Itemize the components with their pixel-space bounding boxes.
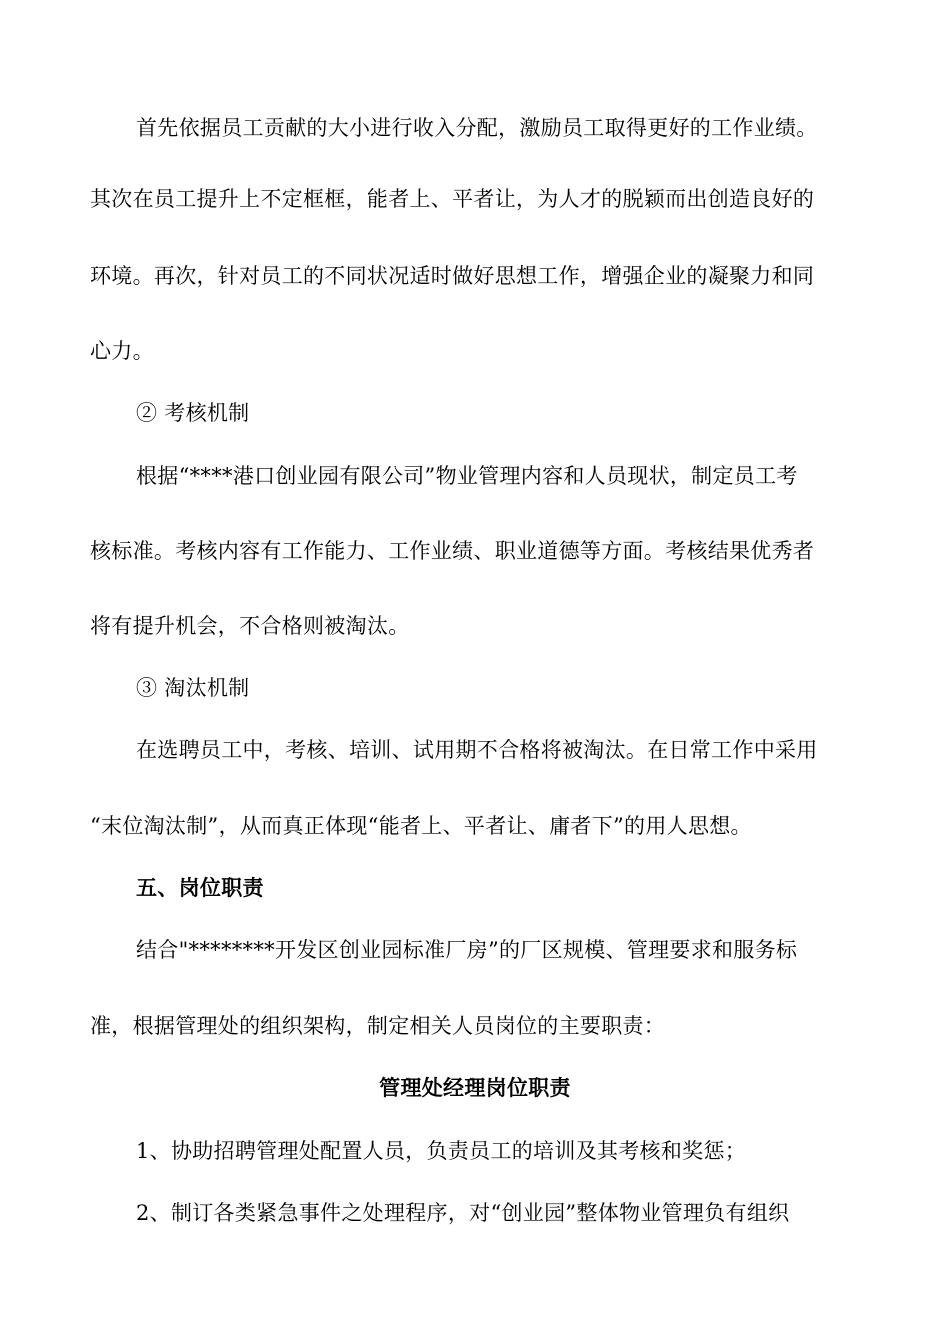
list-item: 1、协助招聘管理处配置人员，负责员工的培训及其考核和奖惩； [136, 1139, 747, 1163]
paragraph-line: 将有提升机会，不合格则被淘汰。 [90, 614, 410, 638]
paragraph-line: 其次在员工提升上不定框框，能者上、平者让，为人才的脱颖而出创造良好的 [90, 187, 815, 211]
paragraph-line: “末位淘汰制”，从而真正体现“能者上、平者让、庸者下”的用人思想。 [90, 814, 752, 838]
paragraph-line: 核标准。考核内容有工作能力、工作业绩、职业道德等方面。考核结果优秀者 [90, 539, 815, 563]
section-heading: 五、岗位职责 [136, 876, 264, 900]
paragraph-line: 结合"********开发区创业园标准厂房”的厂区规模、管理要求和服务标 [136, 938, 798, 962]
paragraph-line: 根据“****港口创业园有限公司”物业管理内容和人员现状，制定员工考 [136, 464, 798, 488]
paragraph-line: 准，根据管理处的组织架构，制定相关人员岗位的主要职责： [90, 1014, 666, 1038]
paragraph-line: 在选聘员工中，考核、培训、试用期不合格将被淘汰。在日常工作中采用 [136, 738, 818, 762]
subheading-assessment: ② 考核机制 [136, 401, 250, 425]
paragraph-line: 心力。 [90, 339, 154, 363]
centered-title: 管理处经理岗位职责 [379, 1076, 571, 1100]
paragraph-line: 环境。再次，针对员工的不同状况适时做好思想工作，增强企业的凝聚力和同 [90, 264, 815, 288]
paragraph-line: 首先依据员工贡献的大小进行收入分配，激励员工取得更好的工作业绩。 [136, 116, 818, 140]
subheading-elimination: ③ 淘汰机制 [136, 676, 250, 700]
list-item: 2、制订各类紧急事件之处理程序，对“创业园”整体物业管理负有组织 [136, 1201, 790, 1225]
